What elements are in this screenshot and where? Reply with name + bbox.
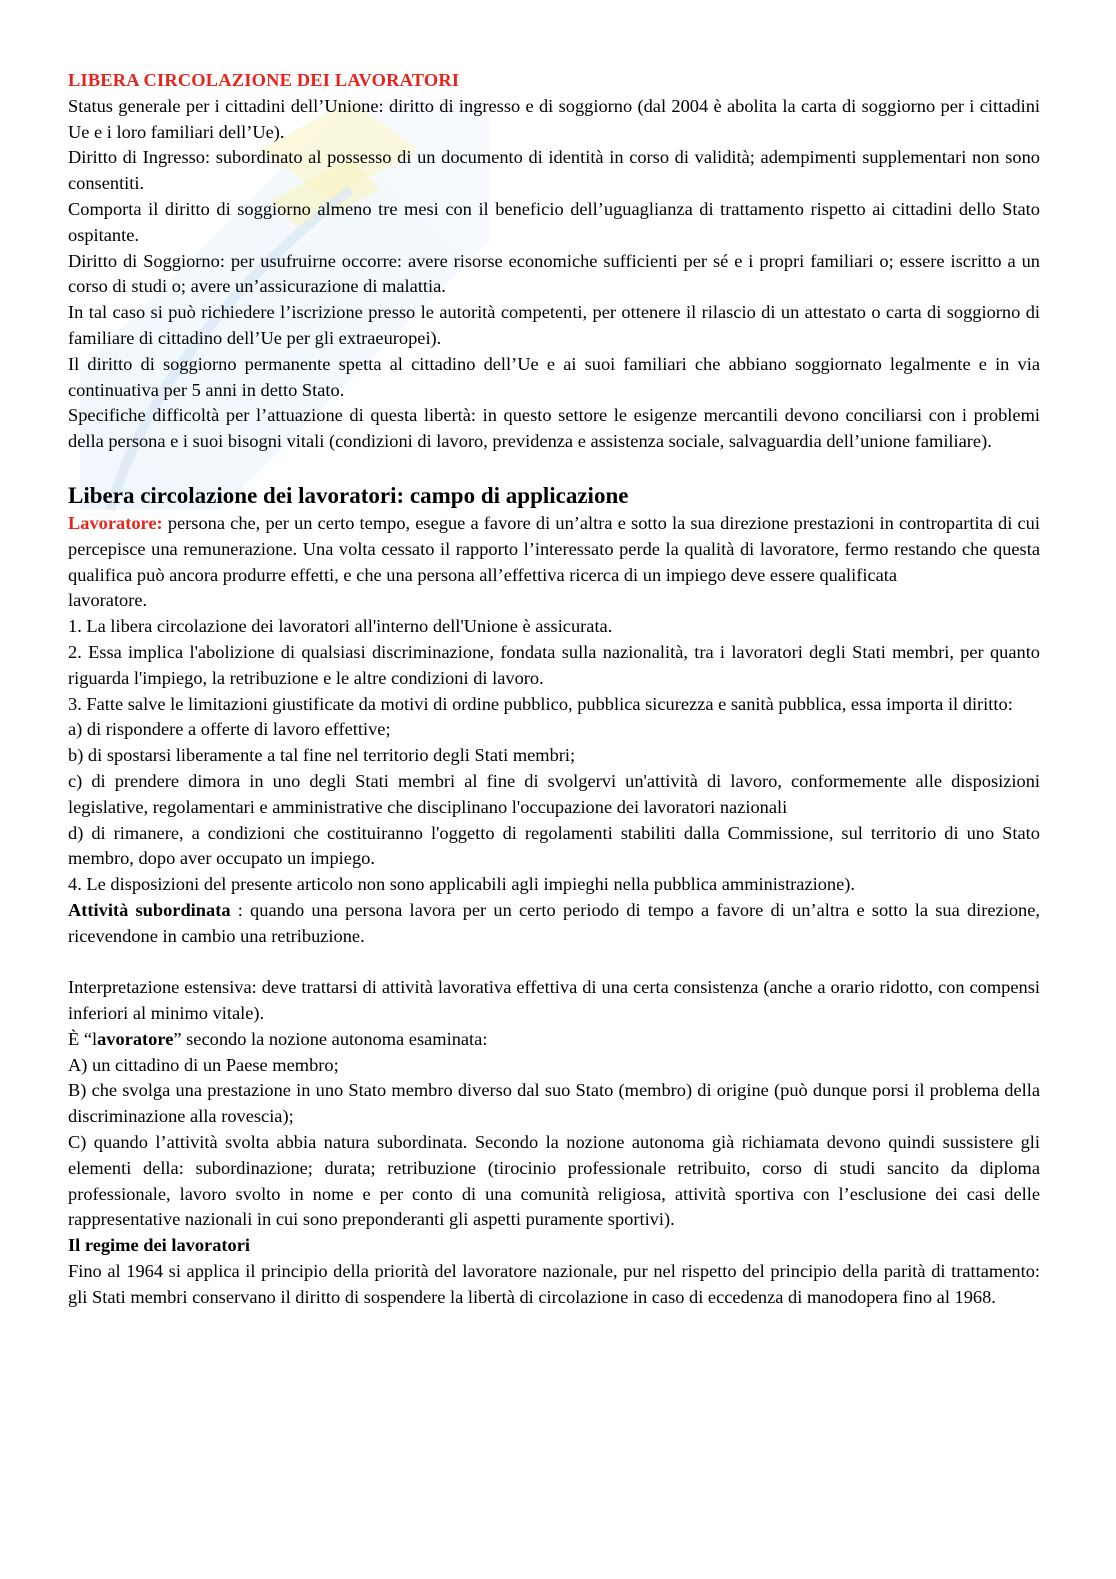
blank-line (68, 950, 1040, 976)
nozione-post: ” secondo la nozione autonoma esaminata: (173, 1028, 488, 1049)
section1-paragraph: Specifiche difficoltà per l’attuazione di questa libertà: in questo settore le esigenze mercantili devono conciliarsi con i problemi della persona e i suoi bisogni vitali (condizioni di lavoro, previdenza e assistenza sociale, salvaguardia dell’unione familiare). (68, 405, 1040, 452)
articolo-item: 1. La libera circolazione dei lavoratori all'interno dell'Unione è assicurata. (68, 616, 613, 637)
section1-paragraph: Status generale per i cittadini dell’Unione: diritto di ingresso e di soggiorno (dal 2004 è abolita la carta di soggiorno per i cittadini Ue e i loro familiari dell’Ue). (68, 95, 1040, 142)
requisito-item: B) che svolga una prestazione in uno Stato membro diverso dal suo Stato (membro) di origine (può dunque porsi il problema della discriminazione alla rovescia); (68, 1080, 1040, 1127)
articolo-item: b) di spostarsi liberamente a tal fine nel territorio degli Stati membri; (68, 745, 576, 766)
section1-paragraph: Diritto di Soggiorno: per usufruirne occorre: avere risorse economiche sufficienti per sé e i propri familiari o; essere iscritto a un corso di studi o; avere un’assicurazione di malattia. (68, 250, 1040, 297)
regime-title: Il regime dei lavoratori (68, 1235, 250, 1256)
regime-text: Fino al 1964 si applica il principio della priorità del lavoratore nazionale, pur nel rispetto del principio della parità di trattamento: gli Stati membri conservano il diritto di sospendere la libertà di circolazione in caso di eccedenza di manodopera fino al 1968. (68, 1261, 1040, 1307)
articolo-item: 2. Essa implica l'abolizione di qualsiasi discriminazione, fondata sulla nazionalità, tra i lavoratori degli Stati membri, per quanto riguarda l'impiego, la retribuzione e le altre condizioni di lavoro. (68, 641, 1040, 688)
articolo-item: d) di rimanere, a condizioni che costituiranno l'oggetto di regolamenti stabiliti dalla Commissione, sul territorio di uno Stato membro, dopo aver occupato un impiego. (68, 822, 1040, 869)
section2-title: Libera circolazione dei lavoratori: campo di applicazione (68, 482, 629, 508)
nozione-bold: avoratore (97, 1028, 174, 1049)
section1-title: LIBERA CIRCOLAZIONE DEI LAVORATORI (68, 70, 460, 90)
requisito-item: A) un cittadino di un Paese membro; (68, 1054, 339, 1075)
nozione-pre: È “l (68, 1028, 98, 1049)
lavoratore-text: persona che, per un certo tempo, esegue a favore di un’altra e sotto la sua direzione prestazioni in contropartita di cui percepisce una remunerazione. Una volta cessato il rapporto l’interessato perde la qualità di lavoratore, fermo restando che questa qualifica può ancora produrre effetti, e che una persona all’effettiva ricerca di un impiego deve essere qualificata (68, 512, 1040, 585)
lavoratore-label: Lavoratore: (68, 512, 163, 533)
requisito-item: C) quando l’attività svolta abbia natura subordinata. Secondo la nozione autonoma già richiamata devono quindi sussistere gli elementi della: subordinazione; durata; retribuzione (tirocinio professionale retribuito, corso di studi sancito da diploma professionale, lavoro svolto in nome e per conto di una comunità religiosa, attività sportiva con l’esclusione dei casi delle rappresentative nazionali in cui sono preponderanti gli aspetti puramente sportivi). (68, 1132, 1040, 1230)
articolo-item: 3. Fatte salve le limitazioni giustificate da motivi di ordine pubblico, pubblica sicurezza e sanità pubblica, essa importa il diritto: (68, 693, 1013, 714)
attivita-label: Attività subordinata (68, 899, 231, 920)
attivita-subordinata (68, 898, 1040, 950)
section1-paragraph: In tal caso si può richiedere l’iscrizione presso le autorità competenti, per ottenere il rilascio di un attestato o carta di soggiorno di familiare di cittadino dell’Ue per gli extraeuropei). (68, 302, 1040, 348)
articolo-item: c) di prendere dimora in uno degli Stati membri al fine di svolgervi un'attività di lavoro, conformemente alle disposizioni legislative, regolamentari e amministrative che disciplinano l'occupazione dei lavoratori nazionali (68, 770, 1040, 817)
document-page (68, 68, 1040, 1311)
section1-paragraph: Comporta il diritto di soggiorno almeno tre mesi con il beneficio dell’uguaglianza di trattamento rispetto ai cittadini dello Stato ospitante. (68, 198, 1040, 245)
lavoratore-definition (68, 511, 1040, 588)
interpretazione: Interpretazione estensiva: deve trattarsi di attività lavorativa effettiva di una certa consistenza (anche a orario ridotto, con compensi inferiori al minimo vitale). (68, 977, 1040, 1024)
lavoratore-end: lavoratore. (68, 590, 148, 611)
articolo-item: a) di rispondere a offerte di lavoro effettive; (68, 719, 391, 740)
section1-paragraph: Diritto di Ingresso: subordinato al possesso di un documento di identità in corso di validità; adempimenti supplementari non sono consentiti. (68, 147, 1040, 194)
nozione (68, 1027, 1040, 1053)
articolo-item: 4. Le disposizioni del presente articolo non sono applicabili agli impieghi nella pubblica amministrazione). (68, 874, 856, 895)
section1-paragraph: Il diritto di soggiorno permanente spetta al cittadino dell’Ue e ai suoi familiari che abbiano soggiornato legalmente e in via continuativa per 5 anni in detto Stato. (68, 353, 1040, 400)
attivita-text: : quando una persona lavora per un certo periodo di tempo a favore di un’altra e sotto la sua direzione, ricevendone in cambio una retribuzione. (68, 899, 1040, 946)
